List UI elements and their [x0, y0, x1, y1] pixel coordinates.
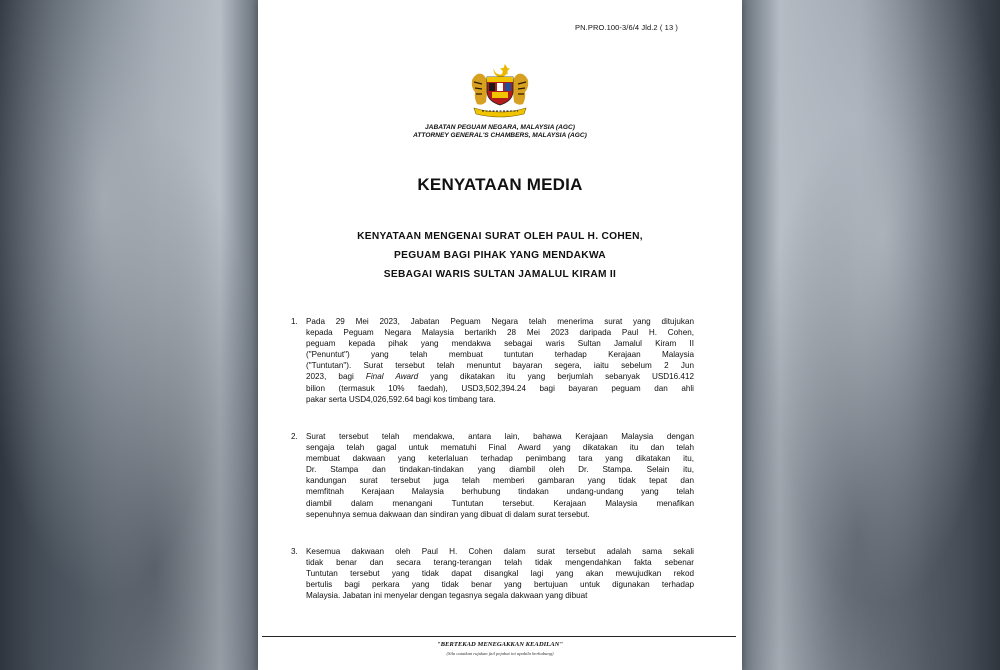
agency-name-malay: JABATAN PEGUAM NEGARA, MALAYSIA (AGC) — [425, 124, 575, 131]
paragraph-line: Pada 29 Mei 2023, Jabatan Peguam Negara telah menerima surat yang ditujukan — [306, 317, 694, 326]
paragraph-line: diambil dalam menangani Tuntutan tersebut. Kerajaan Malaysia menafikan — [306, 498, 694, 508]
subtitle-line: KENYATAAN MENGENAI SURAT OLEH PAUL H. COHEN, — [357, 231, 643, 242]
paragraph-3 — [291, 546, 694, 601]
agency-name-english: ATTORNEY GENERAL'S CHAMBERS, MALAYSIA (AGC) — [413, 132, 587, 139]
paragraph-line: Kesemua dakwaan oleh Paul H. Cohen dalam surat tersebut adalah sama sekali — [306, 547, 694, 556]
paragraph-2 — [291, 431, 694, 520]
paragraph-line: pakar serta USD4,026,592.64 bagi kos timbang tara. — [306, 394, 496, 404]
paragraph-number: 2. — [291, 432, 298, 441]
paragraph-line: bilion (termasuk 10% faedah), USD3,502,394.24 bagi bayaran peguam dan ahli — [306, 383, 694, 393]
paragraph-line: bertulis bagi perkara yang tidak benar yang bertujuan untuk digunakan terhadap — [306, 580, 694, 590]
footer-divider — [262, 636, 736, 637]
paragraph-line: Surat tersebut telah mendakwa, antara lain, bahawa Kerajaan Malaysia dengan — [306, 432, 694, 441]
background-right — [742, 0, 1000, 670]
subtitle-line: SEBAGAI WARIS SULTAN JAMALUL KIRAM II — [383, 269, 617, 280]
paragraph-line: kandungan surat tersebut juga telah memberi gambaran yang tidak tepat dan — [306, 476, 694, 486]
document-page — [258, 0, 742, 670]
paragraph-number: 1. — [291, 317, 298, 326]
coat-of-arms-icon — [468, 60, 532, 120]
paragraph-line: ("Tuntutan"). Surat tersebut telah menuntut bayaran segera, iaitu sebelum 2 Jun — [306, 361, 694, 371]
paragraph-line: 2023, bagi Final Award yang dikatakan itu yang berjumlah sebanyak USD16.412 — [306, 372, 694, 382]
background-left — [0, 0, 258, 670]
paragraph-line: tidak benar dan secara terang-terangan telah tidak mengendahkan fakta sebenar — [306, 558, 694, 568]
paragraph-number: 3. — [291, 547, 298, 556]
paragraph-1 — [291, 316, 694, 405]
paragraph-line: sengaja telah gagal untuk mematuhi Final Award yang dikatakan itu dan telah — [306, 443, 694, 453]
page-title: KENYATAAN MEDIA — [417, 175, 583, 194]
paragraph-line: peguam kepada pihak yang mendakwa sebagai waris Sultan Jamalul Kiram II — [306, 339, 694, 349]
reference-number: PN.PRO.100-3/6/4 Jld.2 ( 13 ) — [575, 23, 678, 32]
footer-motto: "BERTEKAD MENEGAKKAN KEADILAN" — [436, 641, 564, 648]
emphasis-text: Final Award — [365, 372, 419, 382]
paragraph-line: Malaysia. Jabatan ini menyelar dengan tegasnya segala dakwaan yang dibuat — [306, 591, 588, 601]
subtitle-line: PEGUAM BAGI PIHAK YANG MENDAKWA — [394, 250, 606, 261]
footer-note: (Sila catatkan rujukan fail pejabat ini apabila berhubung) — [446, 651, 554, 656]
paragraph-line: memfitnah Kerajaan Malaysia berhubung tindakan undang-undang yang telah — [306, 487, 694, 497]
paragraph-line: membuat dakwaan yang keterlaluan terhadap penimbang tara yang dikatakan itu, — [306, 454, 694, 464]
paragraph-line: Tuntutan tersebut yang tidak dapat disangkal lagi yang akan mewujudkan rekod — [306, 569, 694, 579]
paragraph-line: kepada Peguam Negara Malaysia bertarikh 28 Mei 2023 daripada Paul H. Cohen, — [306, 328, 694, 338]
paragraph-line: ("Penuntut") yang telah membuat tuntutan terhadap Kerajaan Malaysia — [306, 350, 694, 360]
paragraph-line: sepenuhnya semua dakwaan dan sindiran yang dibuat di dalam surat tersebut. — [306, 509, 590, 519]
paragraph-line: Dr. Stampa dan tindakan-tindakan yang diambil oleh Dr. Stampa. Selain itu, — [306, 465, 694, 475]
